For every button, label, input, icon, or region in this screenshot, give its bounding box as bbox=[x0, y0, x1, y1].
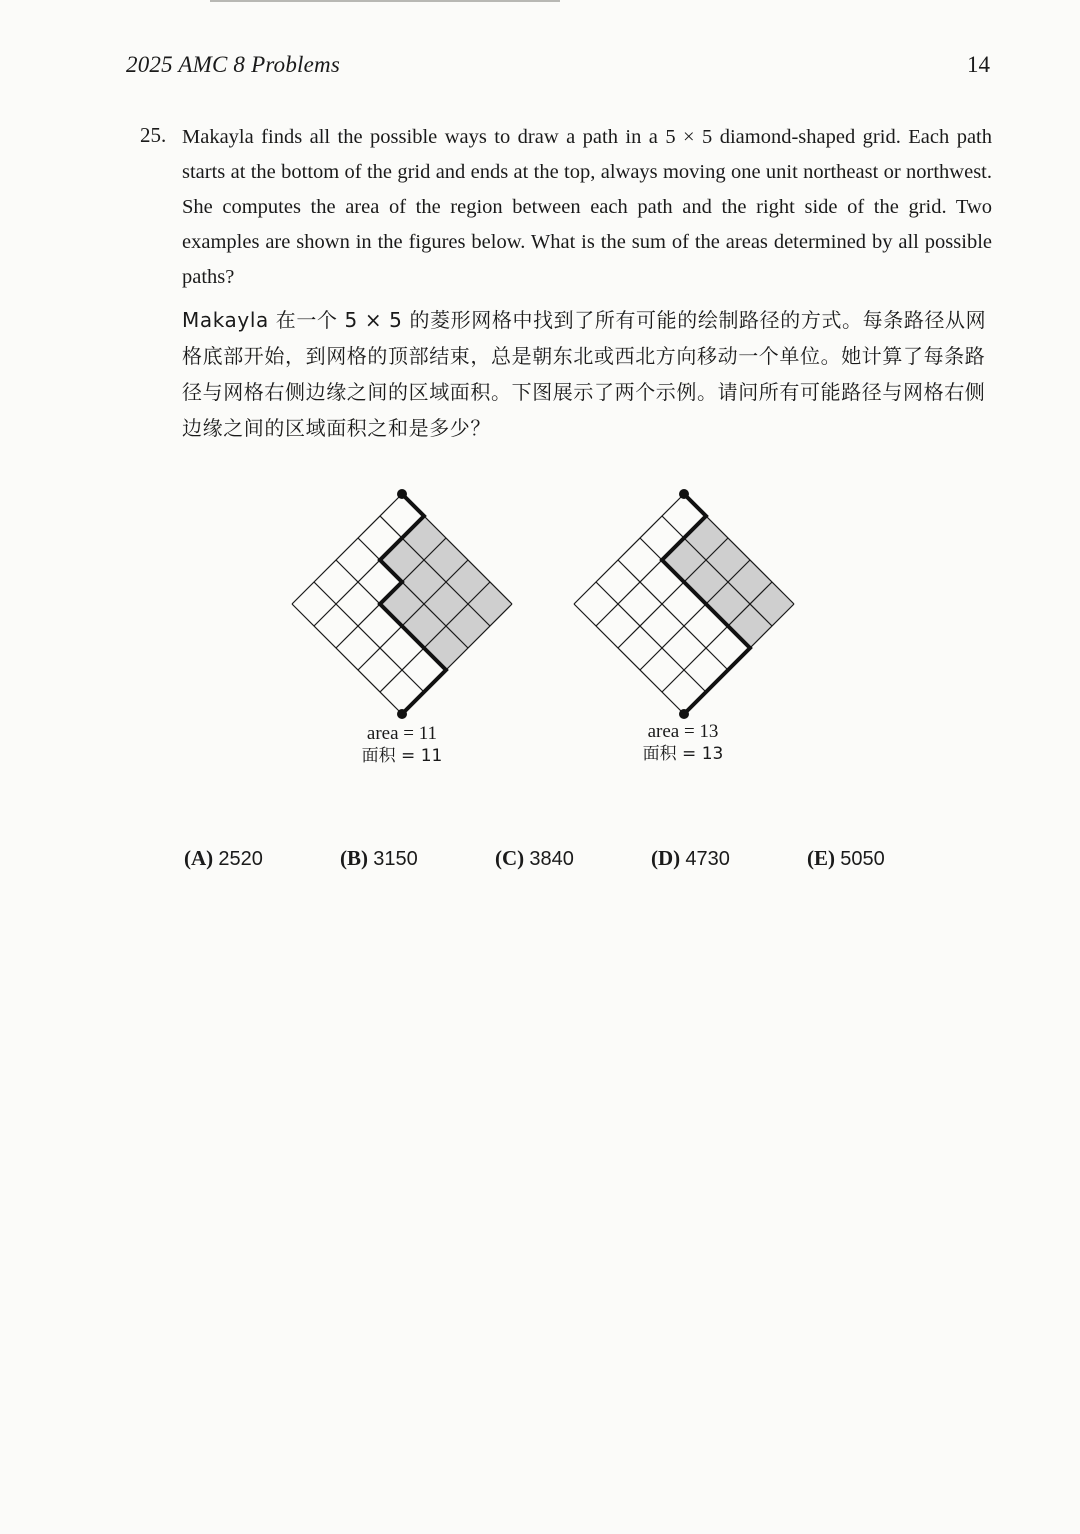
answer-choice-d[interactable] bbox=[651, 846, 730, 871]
caption-area-zh-2: 面积 = 13 bbox=[642, 744, 724, 764]
choice-value: 2520 bbox=[218, 848, 263, 870]
grid-line bbox=[596, 582, 706, 692]
path-end-dot bbox=[397, 489, 407, 499]
header-title: 2025 AMC 8 Problems bbox=[126, 52, 340, 77]
figure-caption-1 bbox=[322, 722, 482, 768]
diamond-grid-2 bbox=[566, 484, 802, 724]
page-number: 14 bbox=[967, 52, 990, 77]
path-start-dot bbox=[397, 709, 407, 719]
top-edge-rule bbox=[210, 0, 560, 2]
choice-value: 5050 bbox=[840, 848, 885, 870]
answer-choice-a[interactable] bbox=[184, 846, 263, 871]
choice-letter: (B) bbox=[340, 846, 368, 870]
path-end-dot bbox=[679, 489, 689, 499]
grid-line bbox=[574, 604, 684, 714]
caption-area-zh-1: 面积 = 11 bbox=[361, 746, 443, 766]
figure-caption-2 bbox=[603, 720, 763, 766]
choice-letter: (A) bbox=[184, 846, 214, 870]
choice-letter: (D) bbox=[651, 846, 681, 870]
caption-area-en-2: area = 13 bbox=[647, 721, 719, 742]
choice-value: 3840 bbox=[529, 848, 574, 870]
choice-letter: (C) bbox=[495, 846, 525, 870]
problem-text-english: Makayla finds all the possible ways to draw a path in a 5 × 5 diamond-shaped grid. Each path starts at the bottom of the grid and ends at the top, always moving one unit northeast or northwest. She computes the area of the region between each path and the right side of the grid. Two examples are shown in the figures below. What is the sum of the areas determined by all possible paths? bbox=[182, 126, 992, 288]
choice-value: 4730 bbox=[685, 848, 730, 870]
problem-text-chinese: Makayla 在一个 5 × 5 的菱形网格中找到了所有可能的绘制路径的方式。每条路径从网格底部开始，到网格的顶部结束，总是朝东北或西北方向移动一个单位。她计算了每条路径与网格右侧边缘之间的区域面积。下图展示了两个示例。请问所有可能路径与网格右侧边缘之间的区域面积之和是多少？ bbox=[182, 308, 987, 440]
caption-area-en-1: area = 11 bbox=[366, 723, 438, 744]
choice-letter: (E) bbox=[807, 846, 835, 870]
figure-example-2 bbox=[566, 484, 802, 724]
grid-line bbox=[292, 494, 402, 604]
answer-choice-e[interactable] bbox=[807, 846, 885, 871]
grid-line bbox=[574, 494, 684, 604]
diamond-grid-1 bbox=[284, 484, 520, 724]
problem-number: 25. bbox=[140, 123, 167, 147]
answer-choice-c[interactable] bbox=[495, 846, 574, 871]
answer-choice-b[interactable] bbox=[340, 846, 418, 871]
choice-value: 3150 bbox=[373, 848, 418, 870]
figure-example-1 bbox=[284, 484, 520, 724]
grid-line bbox=[292, 604, 402, 714]
path-start-dot bbox=[679, 709, 689, 719]
